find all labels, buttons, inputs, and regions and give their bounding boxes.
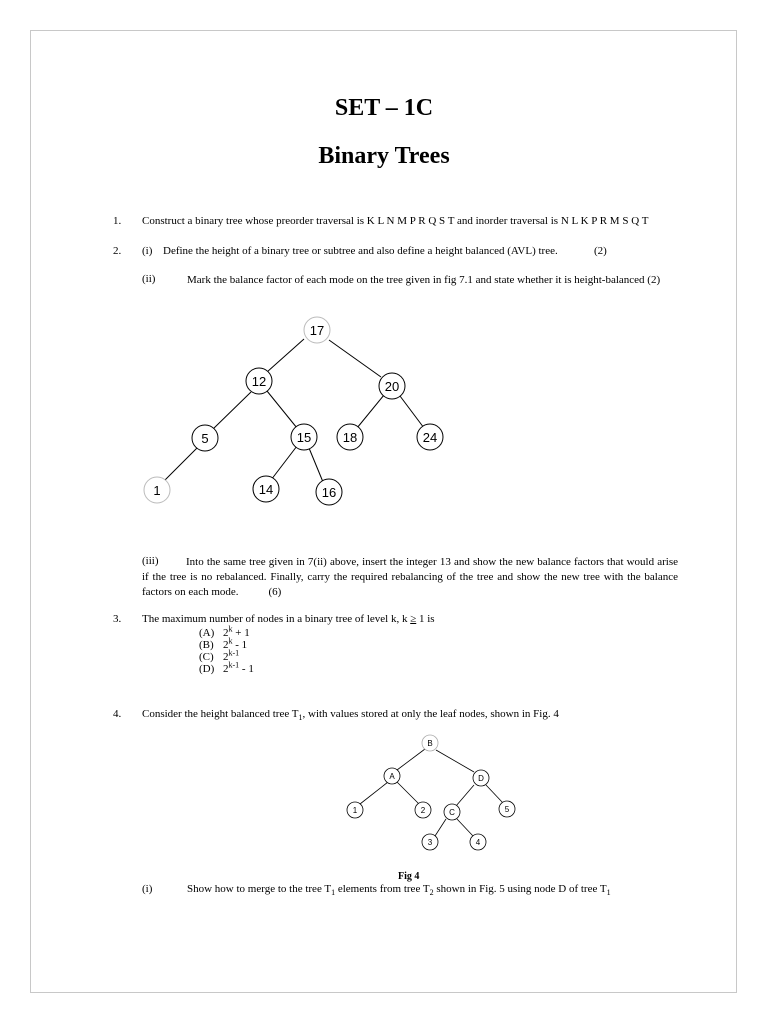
tree2-label: 1 <box>352 806 358 815</box>
q2-iii-label: (iii) <box>142 555 159 567</box>
q2-iii-marks: (6) <box>268 586 282 598</box>
tree2-label: C <box>449 808 455 817</box>
q3-option-a: (A) $2^k + 1$ <box>199 624 250 639</box>
tree1-label: 16 <box>321 485 337 500</box>
q3-text <box>142 613 435 625</box>
tree1-label: 14 <box>258 482 274 497</box>
set-title: SET – 1C <box>334 95 434 121</box>
tree1-edge <box>309 448 323 482</box>
tree2-label: 4 <box>475 838 481 847</box>
tree1-label: 12 <box>251 374 267 389</box>
tree1-label: 5 <box>201 431 209 446</box>
tree1-edge <box>357 395 384 428</box>
tree2-edge <box>397 749 425 770</box>
tree1-edge <box>271 446 297 480</box>
q2-iii-text <box>142 555 678 600</box>
q3-option-b: (B) 2$^k$ - 1 <box>199 636 248 651</box>
q3-body: The maximum number of nodes in a binary tree of level k, k <box>142 613 408 625</box>
tree2-edge <box>486 785 503 803</box>
q2-ii-body: Mark the balance factor of each mode on the tree given in fig 7.1 and state whether it is height-balanced <box>187 274 645 286</box>
tree1-label: 17 <box>309 323 325 338</box>
q2-iii-body: Into the same tree given in 7(ii) above, insert the integer 13 and show the new balance factors that would arise if the tree is no rebalanced. Finally, carry the required rebalancing of the tree and show the new tree with the balance factors on each mode. <box>142 556 678 598</box>
tree2-label: D <box>478 774 484 783</box>
tree1-label: 18 <box>342 430 358 445</box>
q4-text: Consider the height balanced tree $T_1$, with values stored at only the leaf nodes, shown in Fig. 4 <box>142 708 559 723</box>
tree1-edge <box>329 340 381 377</box>
q2-i-label: (i) <box>142 245 153 257</box>
tree2-edge <box>436 750 474 772</box>
q3-tail: 1 is <box>419 613 435 625</box>
tree1-edge <box>163 448 197 482</box>
tree1-edge <box>267 339 304 372</box>
tree1-edge <box>400 396 424 428</box>
topic-title: Binary Trees <box>318 143 450 169</box>
q3-option-c: (C) 2$^{k-1}$ <box>199 648 240 663</box>
q3-option-d: (D) 2$^{k-1}$ - 1 <box>199 660 254 675</box>
q4-number: 4. <box>113 708 122 720</box>
tree2-label: 5 <box>504 805 510 814</box>
tree1-label: 24 <box>422 430 438 445</box>
tree2-label: 3 <box>427 838 433 847</box>
tree2-label: A <box>389 772 395 781</box>
tree2-label: B <box>427 739 433 748</box>
q4-i-label: (i) <box>142 883 153 895</box>
q2-ii-marks: (2) <box>647 274 661 286</box>
q2-ii-label: (ii) <box>142 273 156 285</box>
tree1-label: 20 <box>384 379 400 394</box>
q3-number: 3. <box>113 613 122 625</box>
q4-i-text: Show how to merge to the tree $T_1$ elements from tree $T_2$ shown in Fig. 5 using node D of tree $T_1$ <box>187 883 611 898</box>
tree1-edge <box>267 391 297 428</box>
q2-i-marks: (2) <box>594 245 607 257</box>
tree2-edge <box>457 819 473 836</box>
q2-number: 2. <box>113 245 122 257</box>
tree2-edge <box>397 782 419 804</box>
tree1-label: 1 <box>153 483 161 498</box>
q1-number: 1. <box>113 215 122 227</box>
q3-geq: ≥ <box>410 613 417 625</box>
fig4-caption: Fig 4 <box>398 871 420 882</box>
tree2-label: 2 <box>420 806 426 815</box>
tree2-edge <box>456 785 474 806</box>
q3-options <box>199 624 254 675</box>
tree1-label: 15 <box>296 430 312 445</box>
tree1-edge <box>212 392 251 430</box>
q1-text: Construct a binary tree whose preorder traversal is K L N M P R Q S T and inorder traversal is N L K P R M S Q T <box>142 215 649 227</box>
q2-i-text: Define the height of a binary tree or subtree and also define a height balanced (AVL) tree. <box>163 245 558 257</box>
tree2-edge <box>435 819 446 836</box>
tree2-edge <box>360 782 388 804</box>
